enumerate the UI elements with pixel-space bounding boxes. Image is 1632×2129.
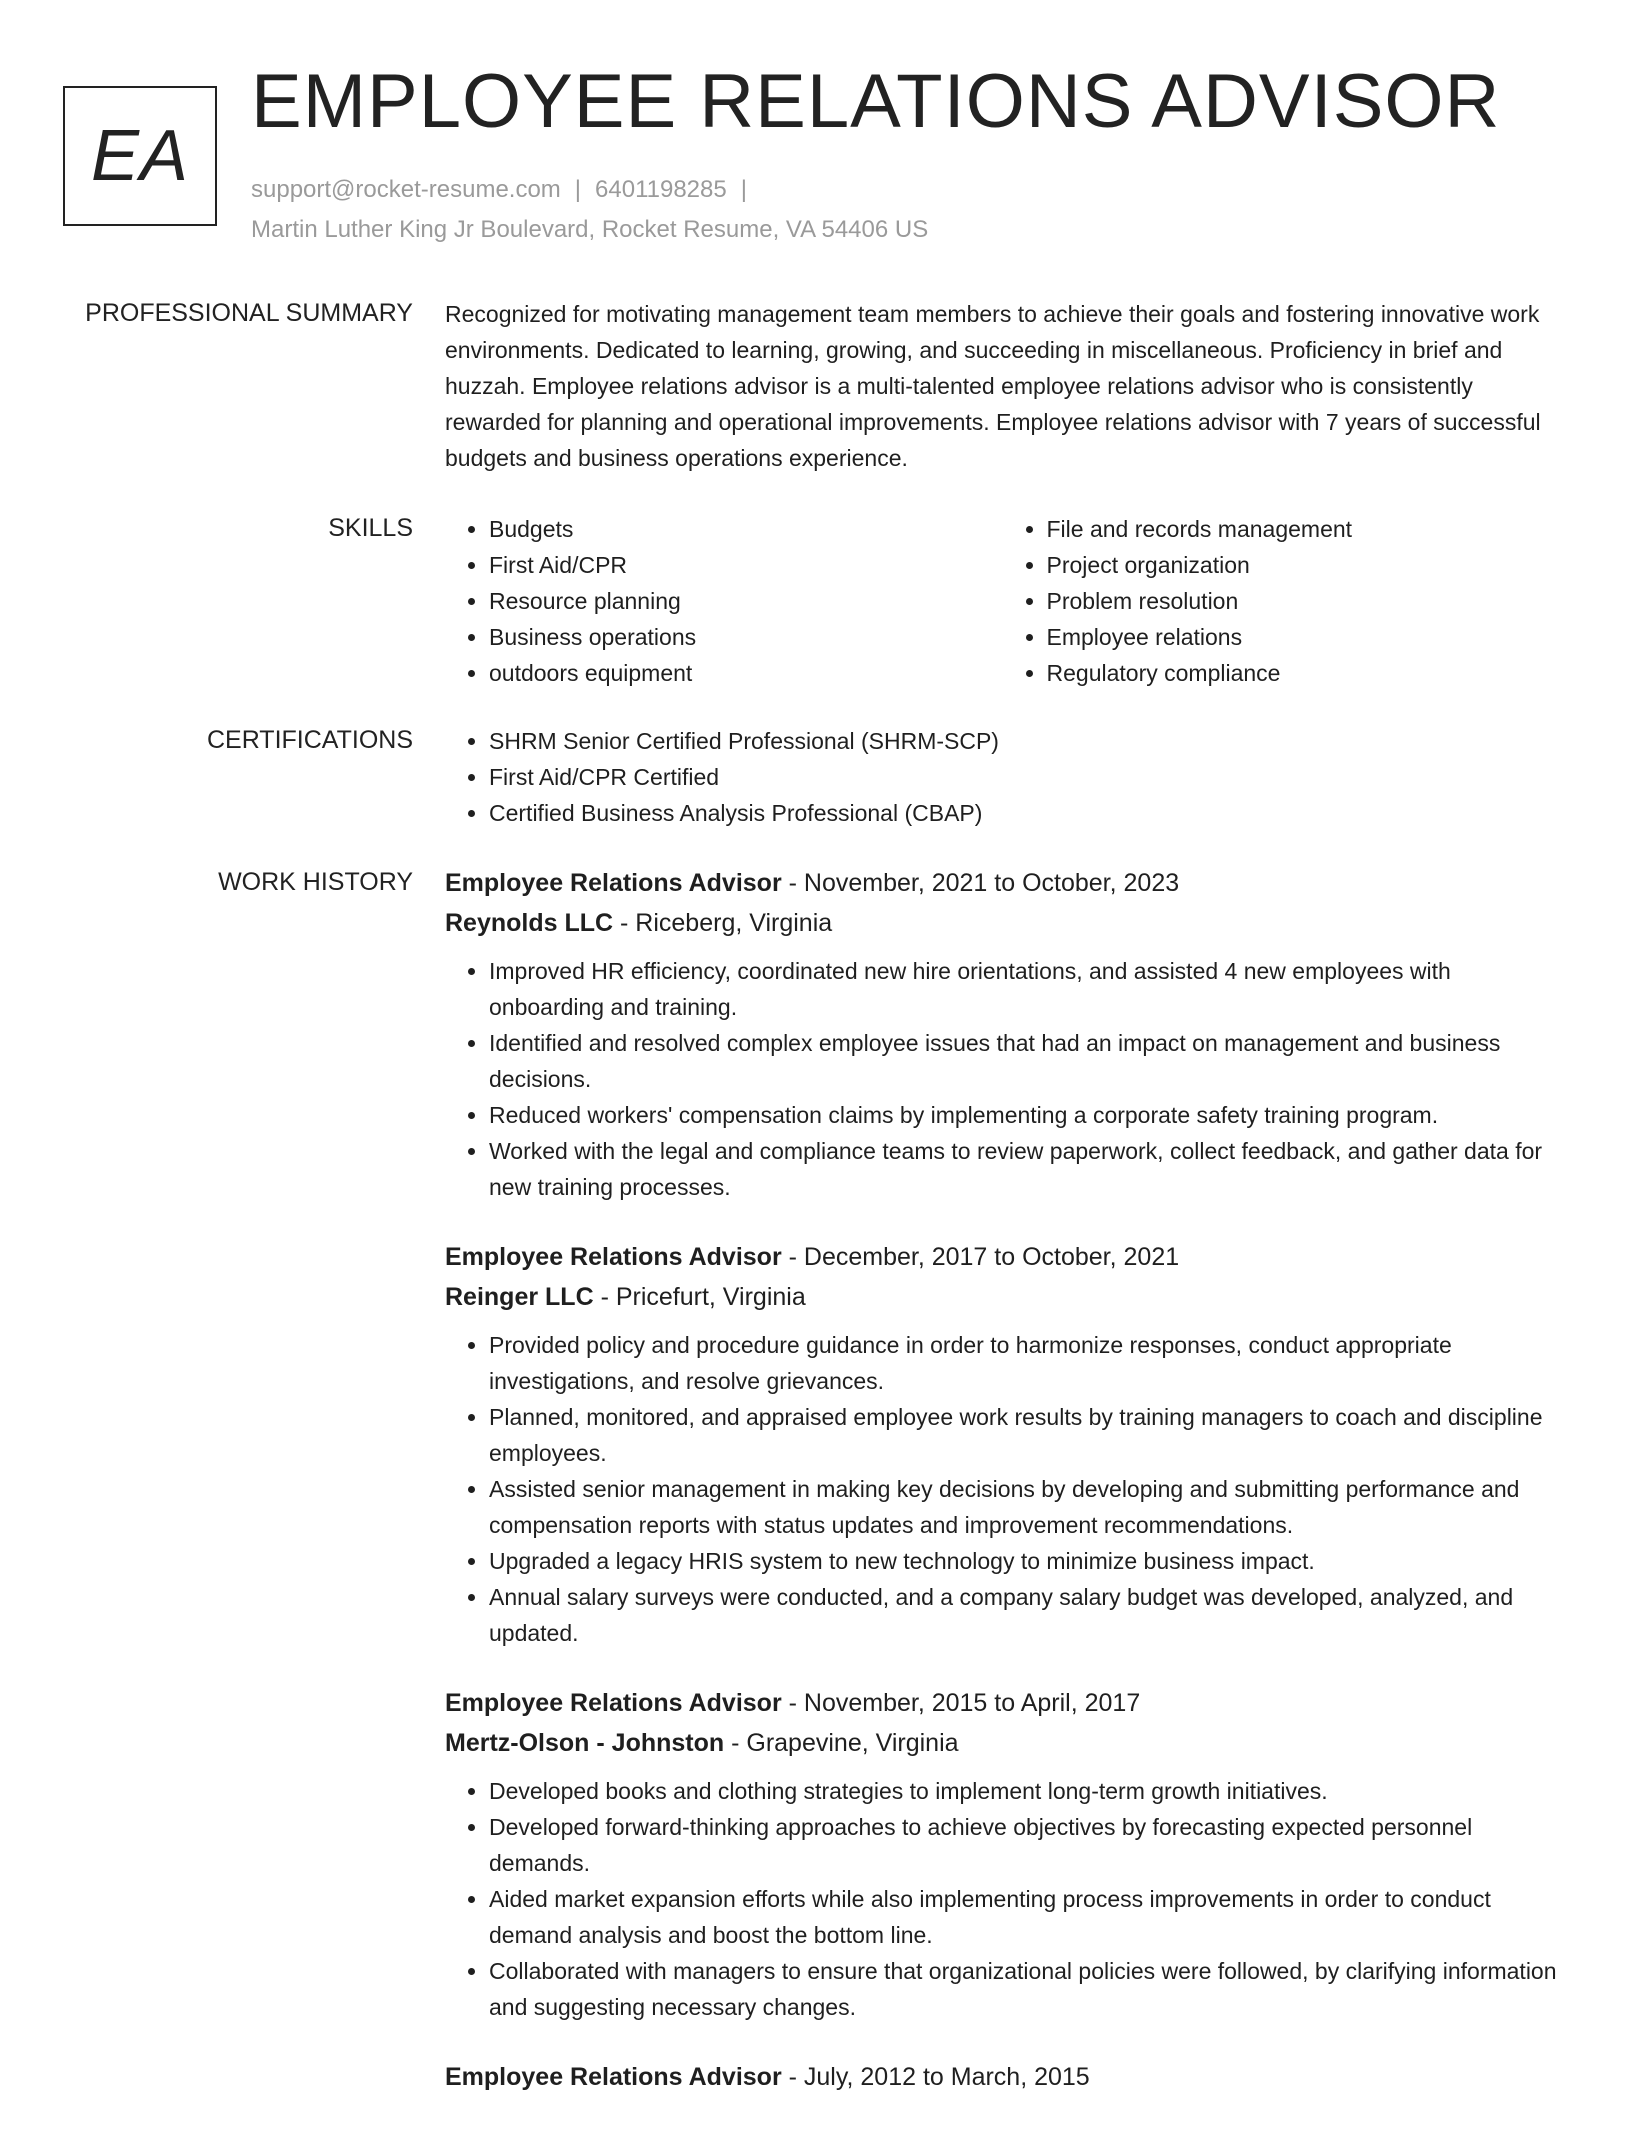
job-title: Employee Relations Advisor: [445, 869, 782, 897]
job-bullet: • Collaborated with managers to ensure that organizational policies were followed, by clarifying information and suggesting necessary changes.: [489, 1953, 1560, 2025]
skill-item: • Resource planning: [489, 583, 1003, 619]
job-employer: [445, 1723, 1560, 1763]
job-bullet: • Reduced workers' compensation claims by implementing a corporate safety training program.: [489, 1097, 1560, 1133]
skill-item: • outdoors equipment: [489, 655, 1003, 691]
phone-number: 6401198285: [595, 176, 727, 203]
job-dates: - November, 2021 to October, 2023: [781, 869, 1180, 897]
certification-item: • First Aid/CPR Certified: [489, 759, 1560, 795]
job-bullets: [445, 1327, 1560, 1651]
job-bullets: [445, 1773, 1560, 2025]
skill-item: • File and records management: [1047, 511, 1561, 547]
section-label-skills: SKILLS: [328, 514, 413, 542]
job-bullet: • Worked with the legal and compliance teams to review paperwork, collect feedback, and gather data for new training processes.: [489, 1133, 1560, 1205]
skill-item: • First Aid/CPR: [489, 547, 1003, 583]
contact-separator: |: [740, 176, 747, 203]
summary-text: Recognized for motivating management team members to achieve their goals and fostering innovative work environments. Dedicated to learning, growing, and succeeding in miscellaneous. Proficiency in brief and huzzah. Employee relations advisor is a multi-talented employee relations advisor who is consistently rewarded for planning and operational improvements. Employee relations advisor with 7 years of successful budgets and business operations experience.: [445, 301, 1541, 471]
job-bullet: • Developed books and clothing strategies to implement long-term growth initiatives.: [489, 1773, 1560, 1809]
job-bullet: • Annual salary surveys were conducted, and a company salary budget was developed, analyzed, and updated.: [489, 1579, 1560, 1651]
section-label-work-history: WORK HISTORY: [218, 868, 413, 896]
job-company: Reynolds LLC: [445, 909, 614, 937]
certification-item: • SHRM Senior Certified Professional (SHRM-SCP): [489, 723, 1560, 759]
job-title: Employee Relations Advisor: [445, 2063, 782, 2091]
job-bullet: • Aided market expansion efforts while also implementing process improvements in order to conduct demand analysis and boost the bottom line.: [489, 1881, 1560, 1953]
certifications-list: [445, 723, 1560, 831]
job-bullet: • Assisted senior management in making key decisions by developing and submitting performance and compensation reports with status updates and improvement recommendations.: [489, 1471, 1560, 1543]
skill-item: • Regulatory compliance: [1047, 655, 1561, 691]
job-bullet: • Planned, monitored, and appraised employee work results by training managers to coach and discipline employees.: [489, 1399, 1560, 1471]
monogram-logo: EA: [63, 86, 217, 226]
job-entry: [445, 863, 1560, 1205]
skill-item: • Employee relations: [1047, 619, 1561, 655]
resume-title: EMPLOYEE RELATIONS ADVISOR: [251, 59, 1501, 144]
job-heading: [445, 1683, 1560, 1723]
skill-item: • Business operations: [489, 619, 1003, 655]
job-entry: [445, 1683, 1560, 2025]
job-location: - Riceberg, Virginia: [613, 909, 833, 937]
contact-separator: |: [574, 176, 582, 203]
job-location: - Pricefurt, Virginia: [593, 1283, 806, 1311]
job-bullet: • Upgraded a legacy HRIS system to new technology to minimize business impact.: [489, 1543, 1560, 1579]
address-line: Martin Luther King Jr Boulevard, Rocket Resume, VA 54406 US: [251, 216, 929, 243]
skills-section: [445, 511, 1560, 691]
job-bullet: • Developed forward-thinking approaches to achieve objectives by forecasting expected personnel demands.: [489, 1809, 1560, 1881]
job-dates: - December, 2017 to October, 2021: [781, 1243, 1180, 1271]
job-bullet: • Identified and resolved complex employee issues that had an impact on management and business decisions.: [489, 1025, 1560, 1097]
job-title: Employee Relations Advisor: [445, 1689, 782, 1717]
certification-item: • Certified Business Analysis Professional (CBAP): [489, 795, 1560, 831]
certifications-section: [445, 723, 1560, 831]
job-location: - Grapevine, Virginia: [724, 1729, 959, 1757]
skill-item: • Project organization: [1047, 547, 1561, 583]
contact-info: [251, 170, 928, 250]
job-bullets: [445, 953, 1560, 1205]
email-link[interactable]: support@rocket-resume.com: [251, 176, 561, 203]
skill-item: • Problem resolution: [1047, 583, 1561, 619]
section-label-summary: PROFESSIONAL SUMMARY: [85, 299, 413, 327]
job-company: Mertz-Olson - Johnston: [445, 1729, 725, 1757]
summary-section: [445, 296, 1560, 476]
job-bullet: • Improved HR efficiency, coordinated new hire orientations, and assisted 4 new employees with onboarding and training.: [489, 953, 1560, 1025]
job-dates: - July, 2012 to March, 2015: [781, 2063, 1090, 2091]
job-heading: [445, 2057, 1560, 2097]
skills-list-right: [1003, 511, 1561, 691]
skill-item: • Budgets: [489, 511, 1003, 547]
job-heading: [445, 863, 1560, 903]
job-employer: [445, 903, 1560, 943]
job-company: Reinger LLC: [445, 1283, 594, 1311]
job-entry: [445, 1237, 1560, 1651]
skills-grid: [445, 511, 1560, 691]
skills-list-left: [445, 511, 1003, 691]
job-employer: [445, 1277, 1560, 1317]
job-entry: [445, 2057, 1560, 2097]
job-dates: - November, 2015 to April, 2017: [781, 1689, 1141, 1717]
job-bullet: • Provided policy and procedure guidance in order to harmonize responses, conduct appropriate investigations, and resolve grievances.: [489, 1327, 1560, 1399]
job-heading: [445, 1237, 1560, 1277]
contact-line-1: [251, 170, 928, 210]
section-label-certifications: CERTIFICATIONS: [206, 726, 413, 754]
work-history-section: [445, 863, 1560, 2129]
job-title: Employee Relations Advisor: [445, 1243, 782, 1271]
